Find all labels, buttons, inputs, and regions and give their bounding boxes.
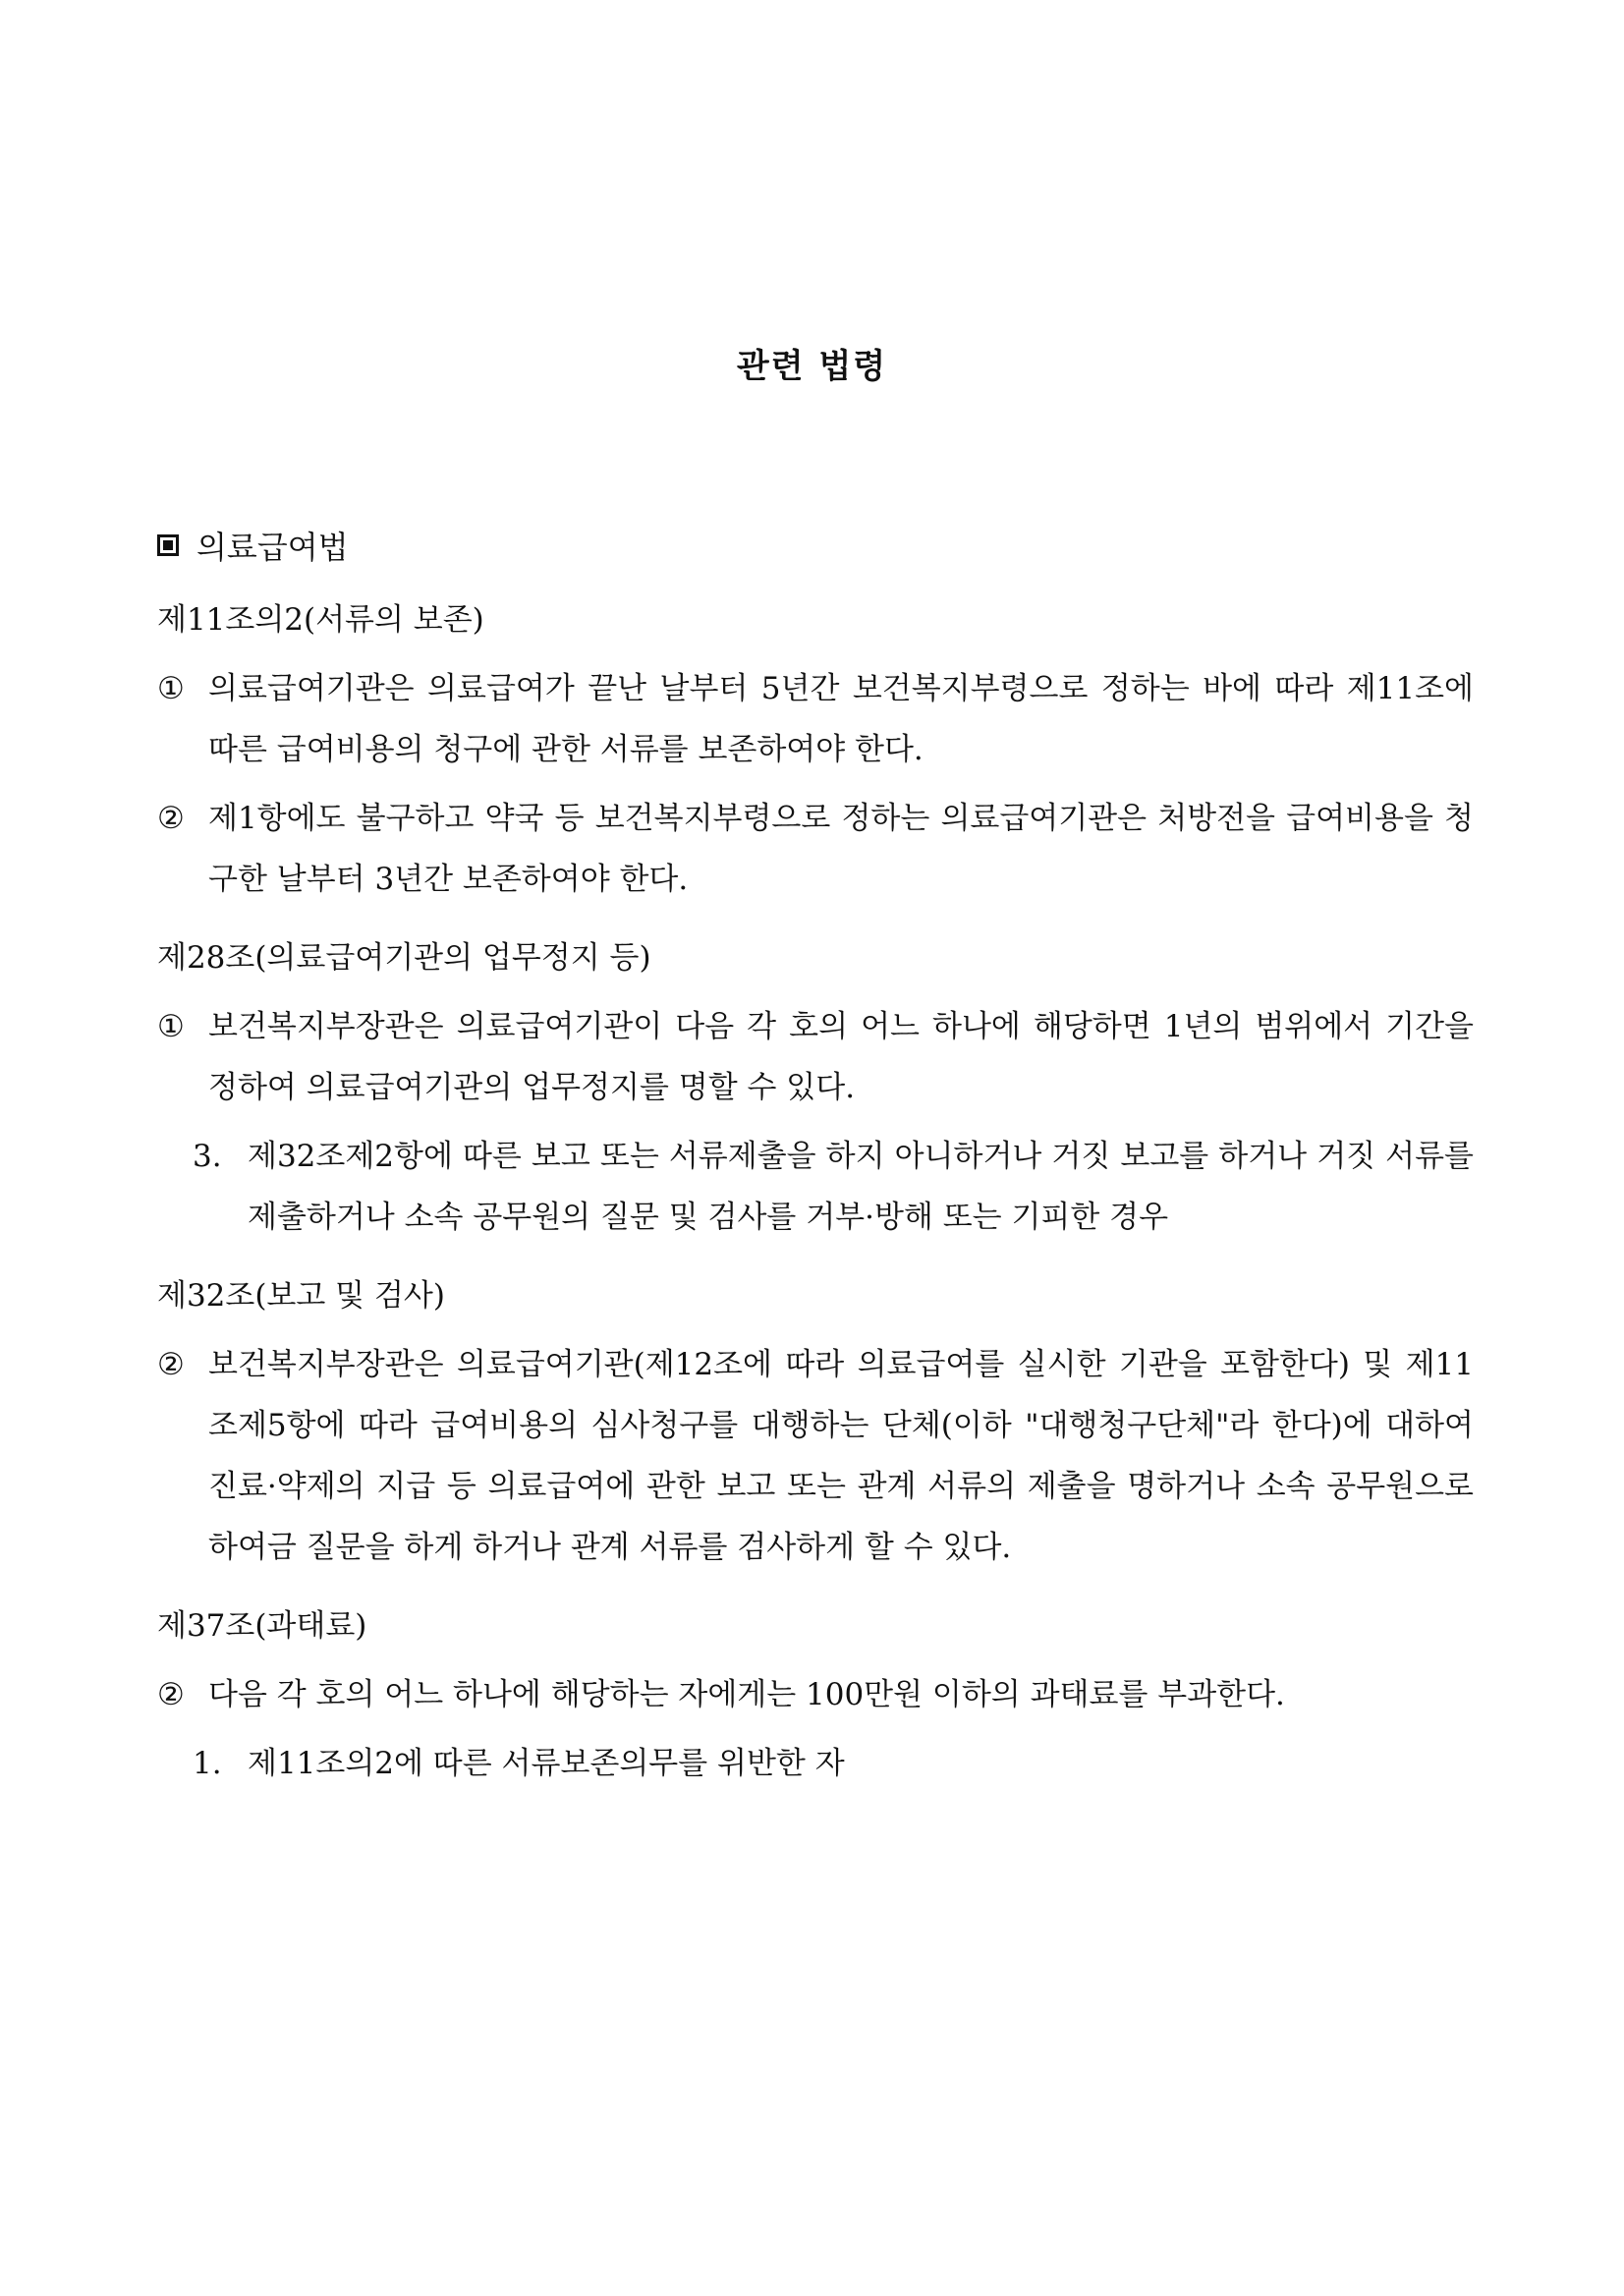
page-title: 관련 법령 (736, 347, 888, 386)
item-number: 3. (193, 1139, 222, 1174)
paragraph (157, 658, 1474, 780)
item-number: 1. (193, 1746, 222, 1781)
article-title: 제32조(보고 및 검사) (157, 1278, 445, 1314)
paragraph-text: 제1항에도 불구하고 약국 등 보건복지부령으로 정하는 의료급여기관은 처방전을 급여비용을 청구한 날부터 3년간 보존하여야 한다. (208, 801, 1474, 897)
law-heading-label: 의료급여법 (196, 529, 349, 566)
paragraph-number: ① (157, 1009, 185, 1044)
document-body (157, 589, 1474, 1794)
paragraph-text: 다음 각 호의 어느 하나에 해당하는 자에게는 100만원 이하의 과태료를 부과한다. (208, 1677, 1285, 1712)
paragraph (157, 996, 1474, 1118)
paragraph-number: ① (157, 671, 185, 706)
list-item (157, 1733, 1474, 1794)
law-heading (157, 523, 349, 568)
paragraph-text: 의료급여기관은 의료급여가 끝난 날부터 5년간 보건복지부령으로 정하는 바에 따라 제11조에 따른 급여비용의 청구에 관한 서류를 보존하여야 한다. (208, 671, 1474, 767)
paragraph (157, 1334, 1474, 1578)
paragraph-number: ② (157, 801, 185, 836)
paragraph-text: 보건복지부장관은 의료급여기관이 다음 각 호의 어느 하나에 해당하면 1년의 범위에서 기간을 정하여 의료급여기관의 업무정지를 명할 수 있다. (208, 1009, 1474, 1105)
paragraph-number: ② (157, 1677, 185, 1712)
paragraph (157, 788, 1474, 910)
paragraph-number: ② (157, 1347, 185, 1382)
item-text: 제32조제2항에 따른 보고 또는 서류제출을 하지 아니하거나 거짓 보고를 하거나 거짓 서류를 제출하거나 소속 공무원의 질문 및 검사를 거부·방해 또는 기피한 경우 (248, 1139, 1474, 1235)
article-title: 제28조(의료급여기관의 업무정지 등) (157, 940, 651, 976)
article-title: 제37조(과태료) (157, 1608, 367, 1644)
paragraph (157, 1664, 1474, 1725)
item-text: 제11조의2에 따른 서류보존의무를 위반한 자 (248, 1746, 845, 1781)
square-bullet-icon (157, 534, 179, 556)
list-item (157, 1126, 1474, 1248)
article-title: 제11조의2(서류의 보존) (157, 602, 484, 638)
paragraph-text: 보건복지부장관은 의료급여기관(제12조에 따라 의료급여를 실시한 기관을 포함한다) 및 제11조제5항에 따라 급여비용의 심사청구를 대행하는 단체(이하 "대행청구단체"라 한다)에 대하여 진료·약제의 지급 등 의료급여에 관한 보고 또는 관계 서류의 제출을 명하거나 소속 공무원으로 하여금 질문을 하게 하거나 관계 서류를 검사하게 할 수 있다. (208, 1347, 1474, 1565)
